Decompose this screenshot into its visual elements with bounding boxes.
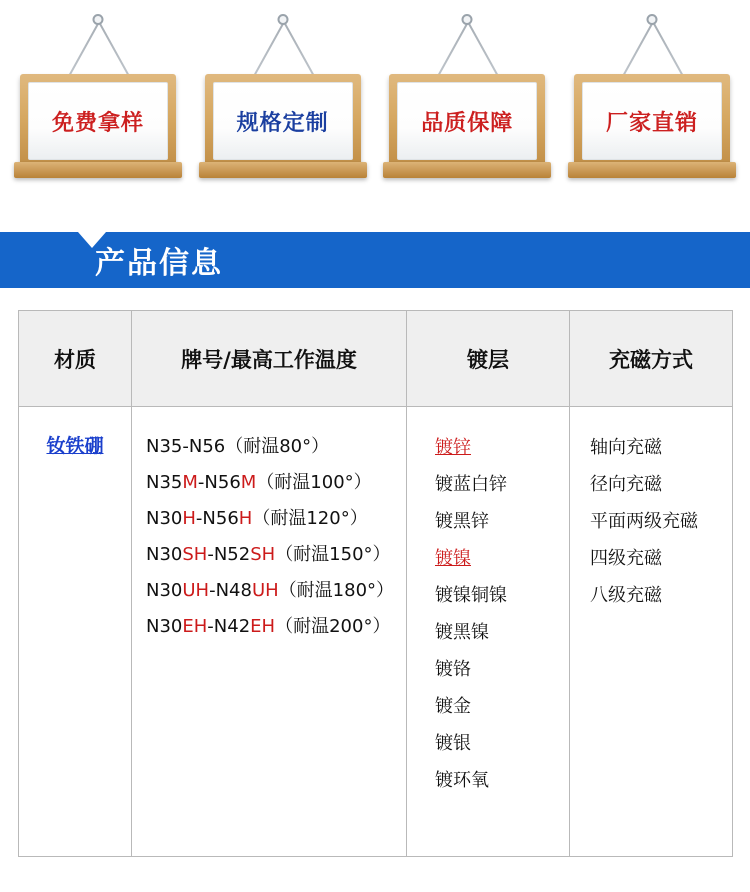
- list-item: N30H-N56H（耐温120°）: [146, 508, 368, 529]
- sign-hook-icon: [277, 14, 288, 25]
- list-item: 轴向充磁: [590, 437, 662, 458]
- triangle-marker-icon: [78, 232, 106, 248]
- cell-coating: [407, 407, 570, 857]
- list-item: 镀铬: [435, 659, 471, 680]
- list-item: 镀环氧: [435, 770, 489, 791]
- sign-plaque-face: [28, 82, 168, 160]
- banner-sign-3: [387, 0, 547, 190]
- table-header-row: [19, 311, 733, 407]
- list-item: 平面两级充磁: [590, 511, 698, 532]
- grade-list: [132, 429, 406, 645]
- list-item: 镀黑镍: [435, 622, 489, 643]
- section-title: 产品信息: [95, 246, 223, 281]
- list-item: 镀锌: [435, 437, 471, 458]
- product-info-table: [18, 310, 733, 857]
- list-item: 径向充磁: [590, 474, 662, 495]
- product-info-table-wrap: [18, 310, 732, 857]
- banner-sign-4: [572, 0, 732, 190]
- sign-plaque-face: [582, 82, 722, 160]
- cell-grade-temp: [132, 407, 407, 857]
- cell-material: [19, 407, 132, 857]
- banner-signs-row: [0, 0, 750, 200]
- list-item: 镀金: [435, 696, 471, 717]
- sign-plaque-face: [397, 82, 537, 160]
- list-item: 镀蓝白锌: [435, 474, 507, 495]
- list-item: N30EH-N42EH（耐温200°）: [146, 616, 391, 637]
- table-row: [19, 407, 733, 857]
- list-item: 八级充磁: [590, 585, 662, 606]
- sign-hook-icon: [646, 14, 657, 25]
- list-item: N35M-N56M（耐温100°）: [146, 472, 372, 493]
- section-header: [0, 232, 750, 288]
- sign-plaque: [20, 74, 176, 170]
- sign-hook-icon: [93, 14, 104, 25]
- cell-magnetization: [570, 407, 733, 857]
- list-item: 镀镍铜镍: [435, 585, 507, 606]
- sign-plaque: [574, 74, 730, 170]
- list-item: N30UH-N48UH（耐温180°）: [146, 580, 395, 601]
- sign-hook-icon: [462, 14, 473, 25]
- column-header-magnetization: 充磁方式: [570, 311, 733, 407]
- column-header-coating: 镀层: [407, 311, 570, 407]
- coating-list: [407, 429, 569, 799]
- sign-label: 品质保障: [421, 110, 514, 136]
- sign-label: 规格定制: [236, 110, 329, 136]
- list-item: 镀镍: [435, 548, 471, 569]
- sign-plaque: [205, 74, 361, 170]
- sign-plaque: [389, 74, 545, 170]
- sign-plaque-face: [213, 82, 353, 160]
- list-item: N35-N56（耐温80°）: [146, 436, 330, 457]
- list-item: 镀黑锌: [435, 511, 489, 532]
- list-item: N30SH-N52SH（耐温150°）: [146, 544, 391, 565]
- column-header-grade-temp: 牌号/最高工作温度: [132, 311, 407, 407]
- sign-label: 免费拿样: [51, 110, 144, 136]
- list-item: 四级充磁: [590, 548, 662, 569]
- magnetization-list: [570, 429, 732, 614]
- banner-sign-2: [203, 0, 363, 190]
- sign-label: 厂家直销: [605, 110, 698, 136]
- list-item: 镀银: [435, 733, 471, 754]
- material-link[interactable]: 钕铁硼: [46, 435, 104, 457]
- banner-sign-1: [18, 0, 178, 190]
- column-header-material: 材质: [19, 311, 132, 407]
